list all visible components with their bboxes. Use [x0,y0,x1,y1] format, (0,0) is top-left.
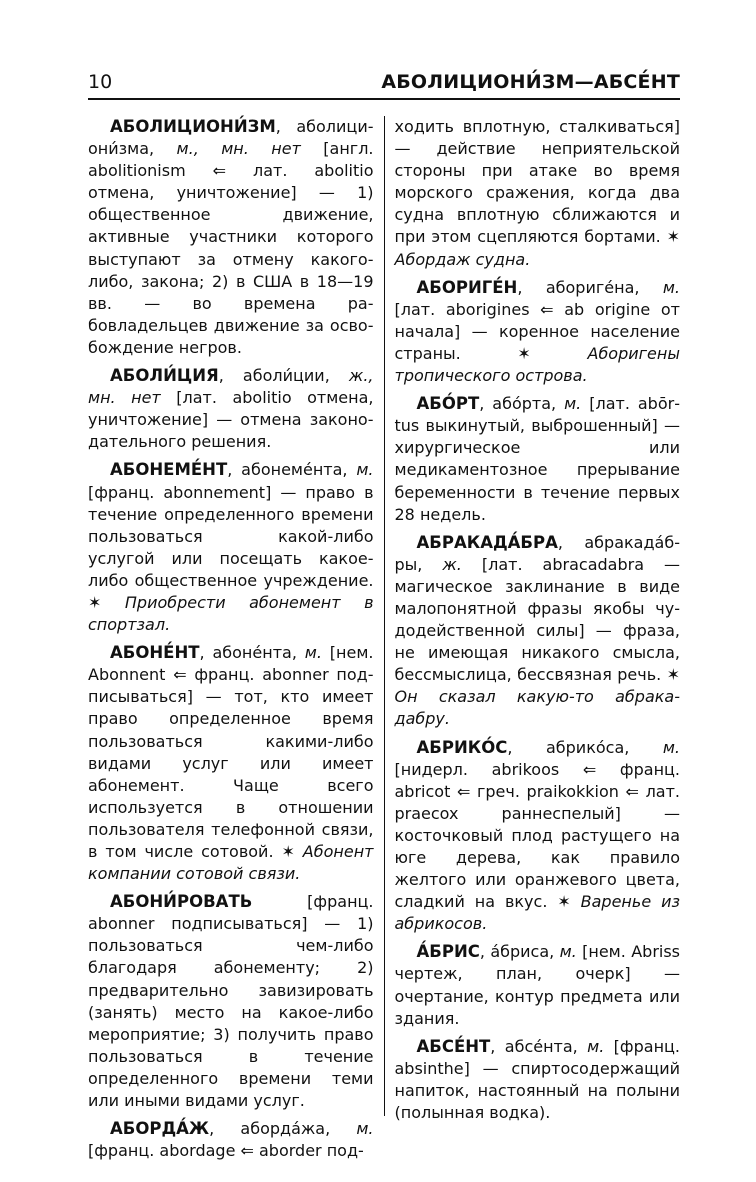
entry-abrakadabra [395,532,681,731]
headword: АБОЛИЦИОНИ́ЗМ [110,117,276,136]
headword: АБОРИГЕ́Н [416,277,518,297]
headword: АБОНИ́РОВАТЬ [110,892,253,912]
entry-grammar: м. [564,394,582,414]
entry-grammar: м. [356,460,374,480]
entry-grammar: м., мн. нет [176,139,301,159]
entry-abordazh-continued [395,116,681,271]
entry-grammar: м. [587,1036,605,1056]
entry-example: Абордаж судна. [394,249,531,269]
example-star-icon: ✶ [517,343,531,363]
entry-grammar: м. [662,277,680,297]
headword: АБОНЕМЕ́НТ [110,460,228,480]
entry-abolitsiya [88,365,374,453]
headword: АБОЛИ́ЦИЯ [110,366,219,386]
headword: АБРАКАДА́БРА [416,532,558,552]
page-number: 10 [88,71,113,93]
headword: АБОНЕ́НТ [110,643,200,663]
entry-grammar: м. [662,737,680,757]
entry-forms: , а́бриса, [479,942,560,962]
entry-forms: , абракада́бры, [394,532,680,574]
entry-abordazh [88,1118,374,1162]
entry-grammar: ж., мн. нет [88,366,374,408]
entry-body: [лат. abracadabra — магическое заклинание в виде малопонятной фразы якобы чудодейственной силы] — фраза, не имеющая никакого смысла, бессмыслица, бессвязная речь. [394,554,680,685]
example-star-icon: ✶ [666,665,680,685]
entry-aborigen [395,277,681,387]
entry-example: Аборигены тропического острова. [394,343,680,386]
example-star-icon: ✶ [557,892,571,912]
example-star-icon: ✶ [666,227,680,247]
entry-body: [нем. Abonnent ⇐ франц. abonner подписываться] — тот, кто имеет право определенное время пользоваться какими-либо видами услуг или имеет абонемент. Чаще всего используется в отношении пользователя телефонной связи, в том числе сотовой. [88,643,374,861]
entry-absent [395,1036,681,1124]
entry-example: Варенье из абрикосов. [394,892,680,934]
entry-forms: [франц. abonner подписываться] — 1) пользоваться чем-либо благодаря абонементу; 2) предварительно завизировать (занять) место на какое-либо мероприятие; 3) получить право пользоваться в течение определенного времени теми или иными видами услуг. [88,892,374,1111]
entry-body: [лат. abolitio отмена, уничтожение] — отмена законодательного решения. [88,388,374,452]
entry-forms: , абсе́нта, [490,1036,588,1056]
entry-forms: , абрико́са, [507,737,663,757]
entry-body: [англ. abolitionism ⇐ лат. abolitio отмена, уничтожение] — 1) общественное движение, активные участники которого выступают за отмену какого-либо, закона; 2) в США в 18—19 вв. — во времена рабовладельцев движение за освобождение негров. [88,139,374,357]
entry-forms: , абонеме́нта, [227,460,357,480]
entry-forms: , або́рта, [479,394,565,414]
entry-body: [лат. abōrtus выкинутый, выброшенный] — хирургическое или медикаментозное прерывание беременности в течение первых 28 недель. [394,394,680,524]
headword: А́БРИС [416,942,480,962]
entry-abrikos [395,737,681,936]
entry-abonent [88,642,374,885]
entry-forms: , аборда́жа, [209,1119,357,1139]
entry-grammar: ж. [442,554,462,574]
headword: АБОРДА́Ж [110,1119,210,1139]
entry-abris [395,941,681,1029]
entry-abort [395,393,681,526]
entry-abonement [88,459,374,636]
entry-body: [франц. absinthe] — спиртосодержащий напиток, настоянный на полыни (полынная водка). [394,1036,680,1123]
headword: АБСЕ́НТ [416,1036,491,1056]
entry-abonirovat [88,891,374,1112]
headword: АБРИКО́С [416,737,508,757]
running-head: АБОЛИЦИОНИ́ЗМ—АБСЕ́НТ [381,71,680,93]
entry-example: Абонент компании сотовой связи. [88,842,374,884]
entry-grammar: м. [304,643,322,663]
entry-body: [франц. abonnement] — право в течение определенного времени пользоваться какой-либо услугой или посещать какое-либо общественное учреждение. [88,482,374,590]
entry-grammar: м. [356,1119,374,1139]
example-star-icon: ✶ [281,842,295,861]
right-column [384,116,681,1123]
entry-abolitsionizm [88,116,374,359]
page-header [88,64,680,100]
left-column [88,116,384,1161]
headword: АБО́РТ [416,394,480,414]
entry-forms: , аболициони́зма, [88,117,374,159]
entry-body: ходить вплотную, сталкиваться] — действие неприятельской стороны при атаке во время морского сражения, когда два судна вплотную сближаются и при этом сцепляются бортами. [394,117,680,247]
entry-forms: , абориге́на, [517,277,663,297]
entry-forms: , аболи́ции, [218,366,349,386]
entry-example: Приобрести абонемент в спортзал. [88,592,374,635]
entry-body: [нем. Abriss чертеж, план, очерк] — очертание, контур предмета или здания. [394,942,681,1028]
entry-forms: , абоне́нта, [199,643,305,663]
text-columns [88,116,681,1161]
entry-body: [франц. abordage ⇐ aborder под- [88,1141,364,1161]
entry-body: [лат. aborigines ⇐ ab origine от начала] — коренное население страны. [394,299,680,363]
entry-example: Он сказал какую-то абракадабру. [394,687,680,729]
example-star-icon: ✶ [88,592,102,612]
entry-body: [нидерл. abrikoos ⇐ франц. abricot ⇐ греч. praikokkion ⇐ лат. praecox раннеспелый] — косточковый плод растущего на юге дерева, как правило желтого или оранжевого цвета, сладкий на вкус. [394,759,680,912]
entry-grammar: м. [559,942,577,962]
